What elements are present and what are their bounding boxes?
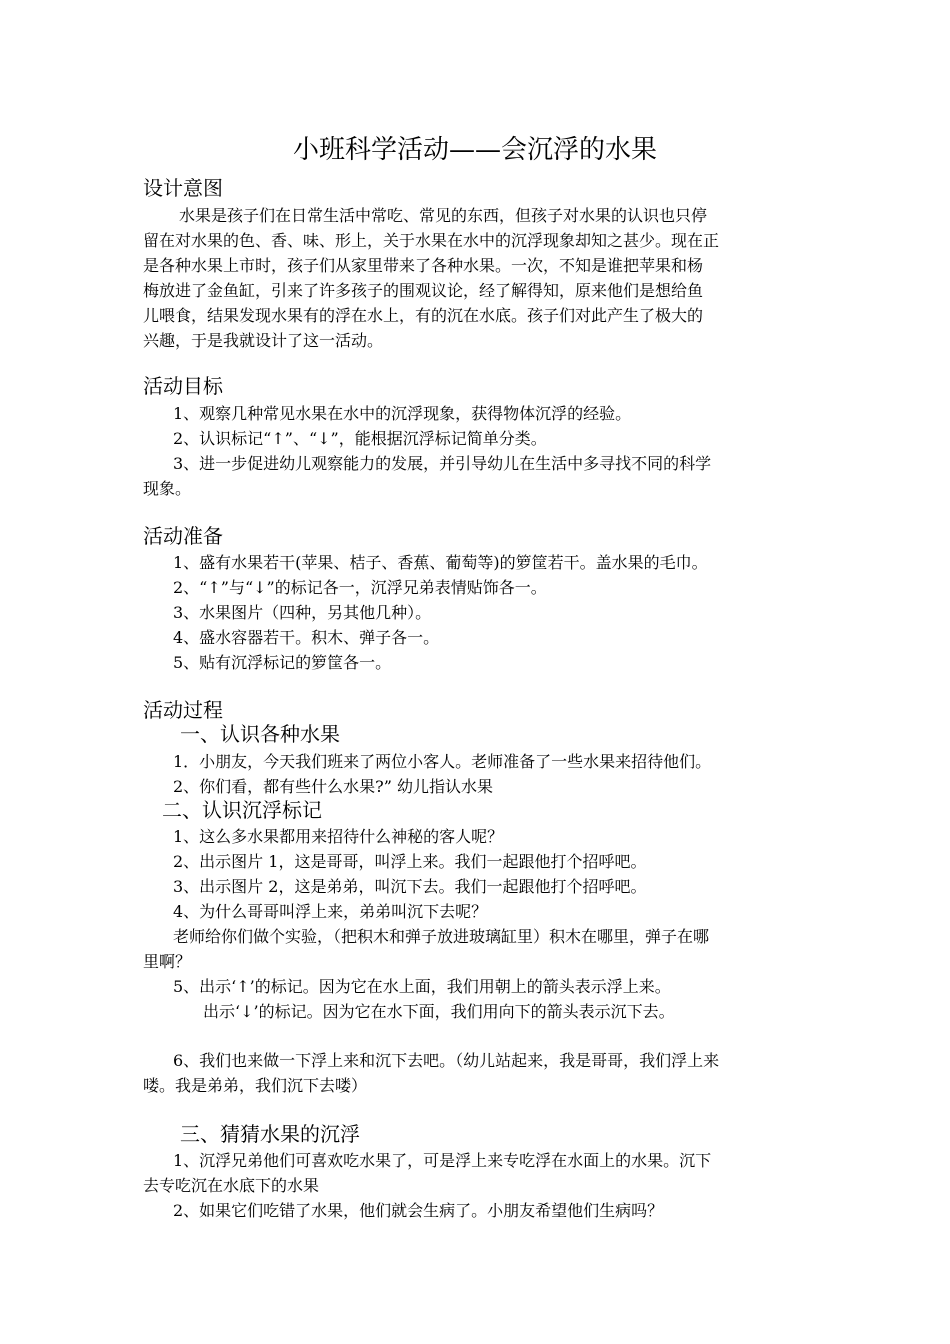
paragraph-line: 留在对水果的色、香、味、形上，关于水果在水中的沉浮现象却知之甚少。现在正 (143, 231, 720, 250)
process-item: 1、这么多水果都用来招待什么神秘的客人呢？ (173, 827, 504, 846)
process-item-continuation: 去专吃沉在水底下的水果 (143, 1176, 320, 1195)
process-item: 老师给你们做个实验，（把积木和弹子放进玻璃缸里）积木在哪里，弹子在哪 (173, 927, 710, 946)
paragraph-line: 兴趣，于是我就设计了这一活动。 (143, 331, 384, 350)
preparation-item: 3、水果图片（四种，另其他几种）。 (173, 603, 432, 622)
process-item: 2、你们看，都有些什么水果?” 幼儿指认水果 (173, 777, 494, 796)
process-item-continuation: 里啊？ (143, 952, 192, 971)
preparation-item: 4、盛水容器若干。积木、弹子各一。 (173, 628, 440, 647)
document-title: 小班科学活动——会沉浮的水果 (292, 135, 657, 165)
subsection-heading-part2: 二、认识沉浮标记 (162, 798, 322, 822)
section-heading-preparation: 活动准备 (143, 524, 223, 548)
process-item: 出示‘↓’的标记。因为它在水下面，我们用向下的箭头表示沉下去。 (203, 1002, 675, 1021)
section-heading-process: 活动过程 (143, 698, 223, 722)
process-item-continuation: 喽。我是弟弟，我们沉下去喽） (143, 1076, 368, 1095)
section-heading-goals: 活动目标 (143, 374, 223, 398)
preparation-item: 5、贴有沉浮标记的箩筐各一。 (173, 653, 392, 672)
preparation-item: 2、“↑”与“↓”的标记各一，沉浮兄弟表情贴饰各一。 (173, 578, 547, 597)
process-item: 2、出示图片 1，这是哥哥，叫浮上来。我们一起跟他打个招呼吧。 (173, 852, 647, 871)
process-item: 6、我们也来做一下浮上来和沉下去吧。（幼儿站起来，我是哥哥，我们浮上来 (173, 1051, 720, 1070)
process-item: 5、出示‘↑’的标记。因为它在水上面，我们用朝上的箭头表示浮上来。 (173, 977, 671, 996)
process-item: 4、为什么哥哥叫浮上来，弟弟叫沉下去呢？ (173, 902, 488, 921)
goal-item: 1、观察几种常见水果在水中的沉浮现象，获得物体沉浮的经验。 (173, 404, 632, 423)
process-item: 3、出示图片 2，这是弟弟，叫沉下去。我们一起跟他打个招呼吧。 (173, 877, 647, 896)
process-item: 1．小朋友，今天我们班来了两位小客人。老师准备了一些水果来招待他们。 (173, 752, 712, 771)
paragraph-line: 水果是孩子们在日常生活中常吃、常见的东西，但孩子对水果的认识也只停 (179, 206, 708, 225)
section-heading-design-intent: 设计意图 (143, 176, 223, 200)
paragraph-line: 是各种水果上市时，孩子们从家里带来了各种水果。一次，不知是谁把苹果和杨 (143, 256, 704, 275)
goal-item-continuation: 现象。 (143, 479, 192, 498)
preparation-item: 1、盛有水果若干(苹果、桔子、香蕉、葡萄等)的箩筐若干。盖水果的毛巾。 (173, 553, 708, 572)
goal-item: 3、进一步促进幼儿观察能力的发展，并引导幼儿在生活中多寻找不同的科学 (173, 454, 712, 473)
goal-item: 2、认识标记“↑”、“↓”，能根据沉浮标记简单分类。 (173, 429, 547, 448)
paragraph-line: 儿喂食，结果发现水果有的浮在水上，有的沉在水底。孩子们对此产生了极大的 (143, 306, 704, 325)
subsection-heading-part3: 三、猜猜水果的沉浮 (180, 1122, 360, 1146)
paragraph-line: 梅放进了金鱼缸，引来了许多孩子的围观议论，经了解得知，原来他们是想给鱼 (143, 281, 704, 300)
process-item: 2、如果它们吃错了水果，他们就会生病了。小朋友希望他们生病吗？ (173, 1201, 664, 1220)
process-item: 1、沉浮兄弟他们可喜欢吃水果了，可是浮上来专吃浮在水面上的水果。沉下 (173, 1151, 712, 1170)
subsection-heading-part1: 一、认识各种水果 (180, 722, 340, 746)
